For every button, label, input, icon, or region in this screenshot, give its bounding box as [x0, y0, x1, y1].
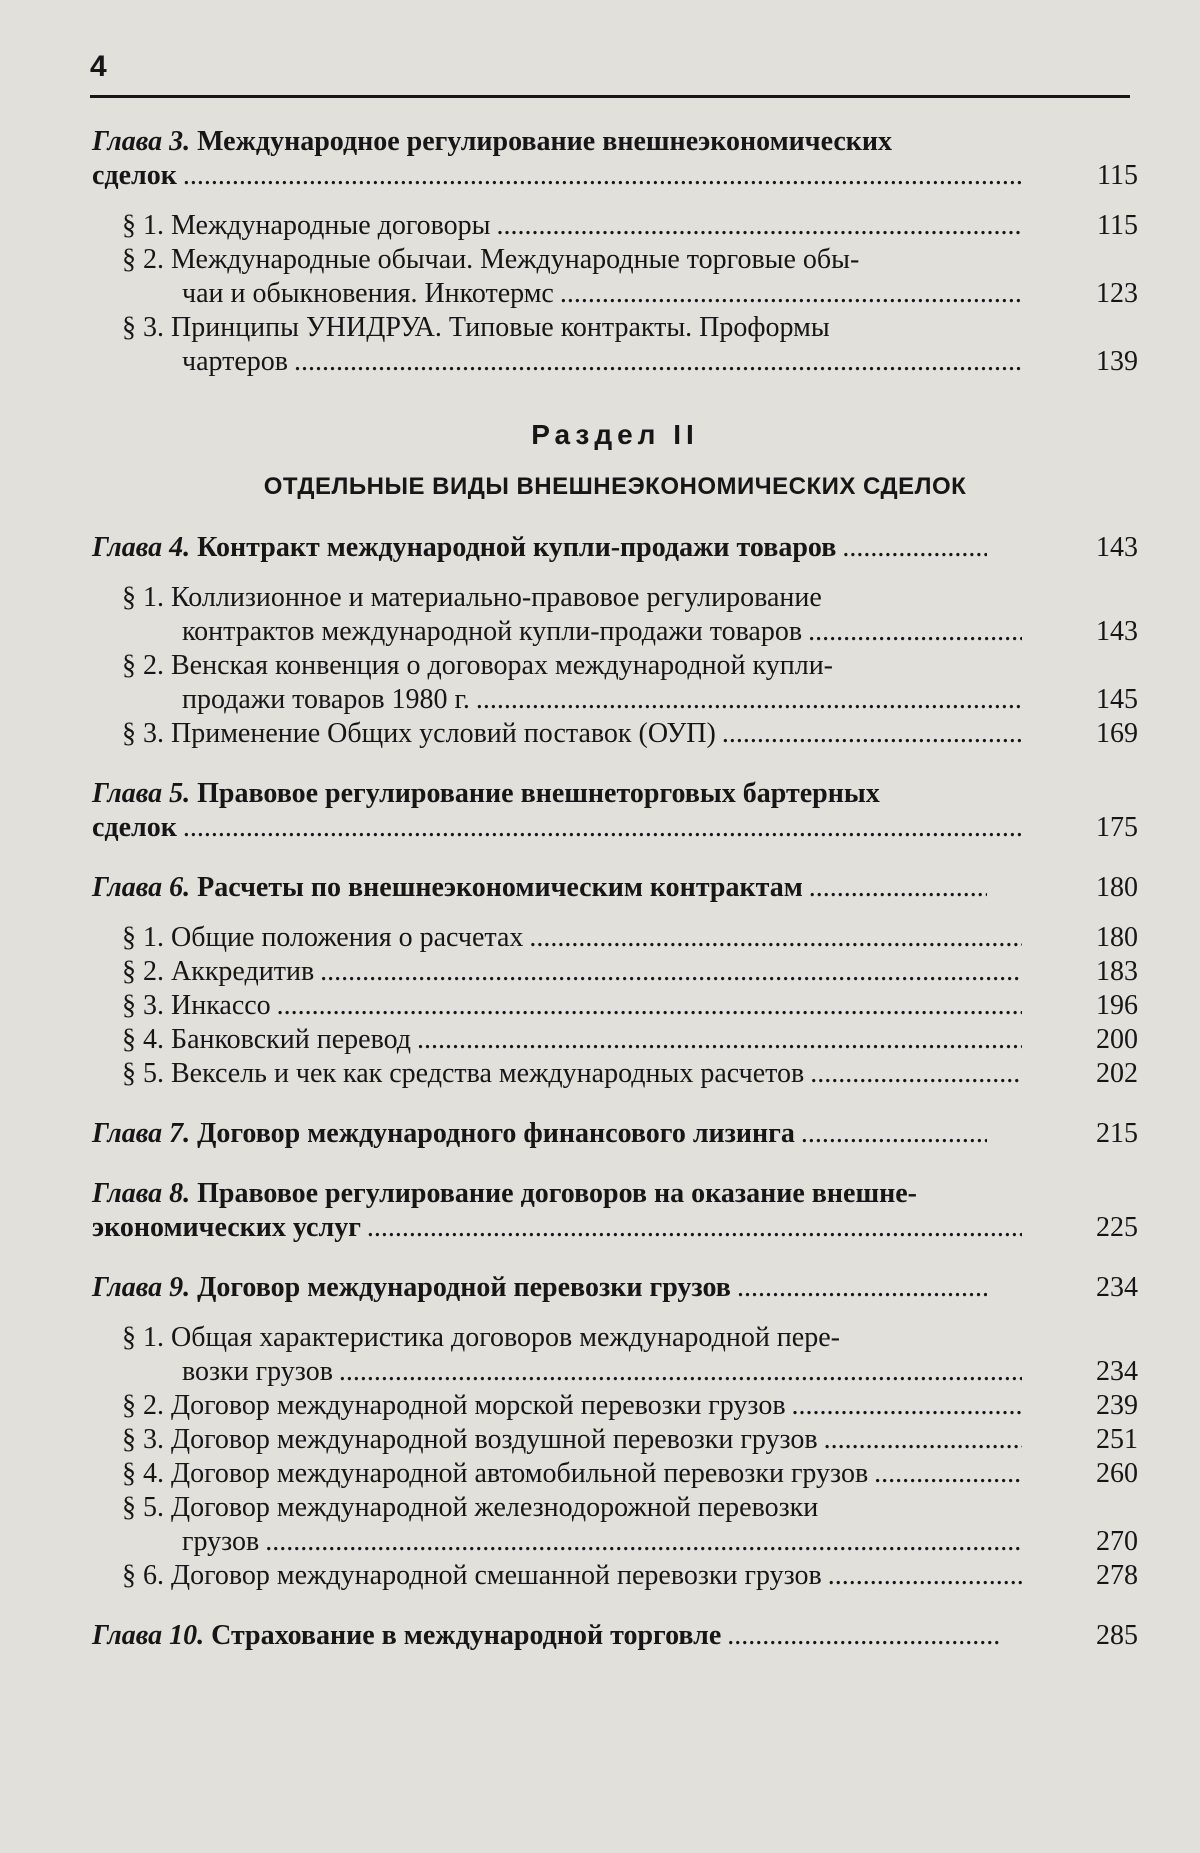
entry-last-line	[182, 1355, 1028, 1389]
dot-leader	[367, 1211, 1022, 1245]
section-title: § 3. Инкассо	[122, 990, 271, 1021]
table-of-contents	[92, 125, 1138, 1653]
entry-last-line	[122, 1457, 1028, 1491]
dot-leader	[339, 1355, 1022, 1389]
entry-last-line	[122, 989, 1028, 1023]
dot-leader	[183, 159, 1022, 193]
entry-last-line	[182, 615, 1028, 649]
section-title: § 1. Общая характеристика договоров международной пере-	[122, 1322, 840, 1353]
section-title: § 3. Принципы УНИДРУА. Типовые контракты. Проформы	[122, 312, 830, 343]
toc-chapter-entry	[92, 1177, 1138, 1245]
page-reference: 180	[1096, 922, 1138, 953]
page-reference: 239	[1096, 1390, 1138, 1421]
entry-last-line	[122, 1389, 1028, 1423]
chapter-title: Договор международной перевозки грузов	[197, 1272, 731, 1303]
toc-chapter-entry	[92, 125, 1138, 193]
dot-leader	[277, 989, 1022, 1023]
toc-chapter-entry	[92, 1619, 1138, 1653]
toc-chapter-entry	[92, 1117, 1138, 1151]
toc-chapter-entry	[92, 871, 1138, 905]
entry-text	[92, 1117, 1138, 1151]
entry-last-line	[182, 683, 1028, 717]
page-reference: 145	[1096, 684, 1138, 715]
page-reference: 115	[1097, 160, 1138, 191]
toc-section-entry	[92, 1491, 1138, 1559]
entry-last-line	[92, 811, 1028, 845]
toc-section-entry	[92, 1423, 1138, 1457]
toc-section-entry	[92, 1321, 1138, 1389]
page-reference: 169	[1096, 718, 1138, 749]
chapter-label: Глава 10.	[92, 1620, 205, 1651]
page-reference: 278	[1096, 1560, 1138, 1591]
toc-chapter-entry	[92, 777, 1138, 845]
toc-bottom-list	[92, 531, 1138, 1653]
section-title-end: контрактов международной купли-продажи товаров	[182, 616, 803, 647]
entry-text	[92, 777, 1138, 845]
section-title: § 1. Международные договоры	[122, 210, 491, 241]
section-title: § 5. Договор международной железнодорожной перевозки	[122, 1492, 819, 1523]
page-reference: 175	[1096, 812, 1138, 843]
entry-last-line	[182, 1525, 1028, 1559]
toc-section-entry	[92, 921, 1138, 955]
chapter-title: Страхование в международной торговле	[211, 1620, 722, 1651]
chapter-label: Глава 6.	[92, 872, 191, 903]
toc-section-entry	[92, 1023, 1138, 1057]
chapter-label: Глава 3.	[92, 126, 191, 157]
page-reference: 202	[1096, 1058, 1138, 1089]
chapter-label: Глава 4.	[92, 532, 191, 563]
toc-chapter-entry	[92, 1271, 1138, 1305]
dot-leader	[727, 1619, 1001, 1653]
toc-section-entry	[92, 1057, 1138, 1091]
toc-section-entry	[92, 1457, 1138, 1491]
entry-last-line	[197, 1117, 993, 1151]
part-title: ОТДЕЛЬНЫЕ ВИДЫ ВНЕШНЕЭКОНОМИЧЕСКИХ СДЕЛОК	[263, 473, 967, 500]
chapter-label: Глава 5.	[92, 778, 191, 809]
page-reference: 180	[1096, 872, 1138, 903]
entry-text	[92, 1177, 1138, 1245]
header-rule	[90, 95, 1130, 98]
dot-leader	[810, 1057, 1022, 1091]
section-title-end: возки грузов	[182, 1356, 333, 1387]
section-title: § 4. Договор международной автомобильной перевозки грузов	[122, 1458, 869, 1489]
entry-text	[92, 1619, 1138, 1653]
page-number: 4	[90, 50, 107, 83]
entry-last-line	[182, 277, 1028, 311]
chapter-title: Правовое регулирование договоров на оказание внешне-	[197, 1178, 918, 1209]
dot-leader	[294, 345, 1022, 379]
entry-last-line	[182, 345, 1028, 379]
entry-text	[92, 125, 1138, 193]
dot-leader	[497, 209, 1023, 243]
entry-last-line	[197, 531, 993, 565]
dot-leader	[183, 811, 1022, 845]
chapter-title: Международное регулирование внешнеэкономических	[197, 126, 893, 157]
chapter-title: Контракт международной купли-продажи товаров	[197, 532, 837, 563]
chapter-title-end: экономических услуг	[92, 1212, 361, 1243]
toc-section-entry	[92, 649, 1138, 717]
entry-text	[92, 1457, 1138, 1491]
chapter-label: Глава 9.	[92, 1272, 191, 1303]
page-reference: 251	[1096, 1424, 1138, 1455]
toc-section-entry	[92, 243, 1138, 311]
entry-last-line	[122, 955, 1028, 989]
entry-last-line	[122, 209, 1028, 243]
dot-leader	[801, 1117, 987, 1151]
section-title: § 2. Договор международной морской перевозки грузов	[122, 1390, 786, 1421]
page-reference: 143	[1096, 616, 1138, 647]
entry-text	[92, 649, 1138, 717]
entry-text	[92, 531, 1138, 565]
entry-text	[92, 1389, 1138, 1423]
toc-section-entry	[92, 989, 1138, 1023]
dot-leader	[792, 1389, 1022, 1423]
page-reference: 115	[1097, 210, 1138, 241]
dot-leader	[828, 1559, 1022, 1593]
section-title: § 3. Договор международной воздушной перевозки грузов	[122, 1424, 818, 1455]
entry-text	[92, 581, 1138, 649]
entry-last-line	[211, 1619, 1007, 1653]
entry-text	[92, 1491, 1138, 1559]
page-reference: 143	[1096, 532, 1138, 563]
page-reference: 270	[1096, 1526, 1138, 1557]
entry-last-line	[92, 1211, 1028, 1245]
entry-text	[92, 209, 1138, 243]
chapter-title-end: сделок	[92, 160, 177, 191]
dot-leader	[737, 1271, 987, 1305]
section-title-end: чартеров	[182, 346, 289, 377]
section-title: § 1. Коллизионное и материально-правовое регулирование	[122, 582, 822, 613]
page-reference: 183	[1096, 956, 1138, 987]
entry-text	[92, 921, 1138, 955]
entry-text	[92, 989, 1138, 1023]
toc-chapter-entry	[92, 531, 1138, 565]
section-title: § 2. Международные обычаи. Международные торговые обы-	[122, 244, 860, 275]
dot-leader	[722, 717, 1022, 751]
chapter-label: Глава 7.	[92, 1118, 191, 1149]
entry-last-line	[122, 1057, 1028, 1091]
entry-text	[92, 1023, 1138, 1057]
entry-text	[92, 311, 1138, 379]
entry-text	[92, 955, 1138, 989]
entry-text	[92, 871, 1138, 905]
toc-top-list	[92, 125, 1138, 379]
page-reference: 225	[1096, 1212, 1138, 1243]
page-reference: 196	[1096, 990, 1138, 1021]
entry-text	[92, 1423, 1138, 1457]
chapter-label: Глава 8.	[92, 1178, 191, 1209]
entry-last-line	[122, 921, 1028, 955]
section-title: § 2. Аккредитив	[122, 956, 315, 987]
page-reference: 234	[1096, 1272, 1138, 1303]
toc-section-entry	[92, 1559, 1138, 1593]
section-title: § 2. Венская конвенция о договорах международной купли-	[122, 650, 834, 681]
chapter-title: Договор международного финансового лизинга	[197, 1118, 795, 1149]
dot-leader	[320, 955, 1022, 989]
dot-leader	[824, 1423, 1022, 1457]
entry-text	[92, 1057, 1138, 1091]
entry-last-line	[197, 871, 993, 905]
dot-leader	[874, 1457, 1022, 1491]
entry-last-line	[122, 1559, 1028, 1593]
page-reference: 285	[1096, 1620, 1138, 1651]
entry-last-line	[197, 1271, 993, 1305]
section-title: § 3. Применение Общих условий поставок (ОУП)	[122, 718, 716, 749]
section-title-end: продажи товаров 1980 г.	[182, 684, 470, 715]
page-reference: 139	[1096, 346, 1138, 377]
entry-last-line	[122, 1423, 1028, 1457]
page-reference: 260	[1096, 1458, 1138, 1489]
entry-text	[92, 1271, 1138, 1305]
section-title-end: грузов	[182, 1526, 260, 1557]
page-reference: 234	[1096, 1356, 1138, 1387]
entry-text	[92, 1321, 1138, 1389]
section-title: § 5. Вексель и чек как средства международных расчетов	[122, 1058, 805, 1089]
dot-leader	[265, 1525, 1022, 1559]
dot-leader	[417, 1023, 1022, 1057]
dot-leader	[842, 531, 987, 565]
section-title: § 6. Договор международной смешанной перевозки грузов	[122, 1560, 822, 1591]
section-title: § 1. Общие положения о расчетах	[122, 922, 524, 953]
toc-section-entry	[92, 1389, 1138, 1423]
entry-last-line	[92, 159, 1028, 193]
part-heading: Раздел II	[531, 419, 699, 450]
entry-text	[92, 243, 1138, 311]
dot-leader	[809, 871, 987, 905]
chapter-title: Правовое регулирование внешнеторговых бартерных	[197, 778, 880, 809]
dot-leader	[808, 615, 1022, 649]
toc-section-entry	[92, 581, 1138, 649]
page-reference: 200	[1096, 1024, 1138, 1055]
toc-section-entry	[92, 311, 1138, 379]
dot-leader	[476, 683, 1022, 717]
dot-leader	[560, 277, 1022, 311]
section-title-end: чаи и обыкновения. Инкотермс	[182, 278, 554, 309]
toc-section-entry	[92, 955, 1138, 989]
section-title: § 4. Банковский перевод	[122, 1024, 412, 1055]
dot-leader	[529, 921, 1022, 955]
chapter-title-end: сделок	[92, 812, 177, 843]
chapter-title: Расчеты по внешнеэкономическим контрактам	[197, 872, 803, 903]
toc-section-entry	[92, 717, 1138, 751]
entry-text	[92, 717, 1138, 751]
toc-section-entry	[92, 209, 1138, 243]
entry-last-line	[122, 1023, 1028, 1057]
page-reference: 215	[1096, 1118, 1138, 1149]
entry-last-line	[122, 717, 1028, 751]
entry-text	[92, 1559, 1138, 1593]
page-reference: 123	[1096, 278, 1138, 309]
